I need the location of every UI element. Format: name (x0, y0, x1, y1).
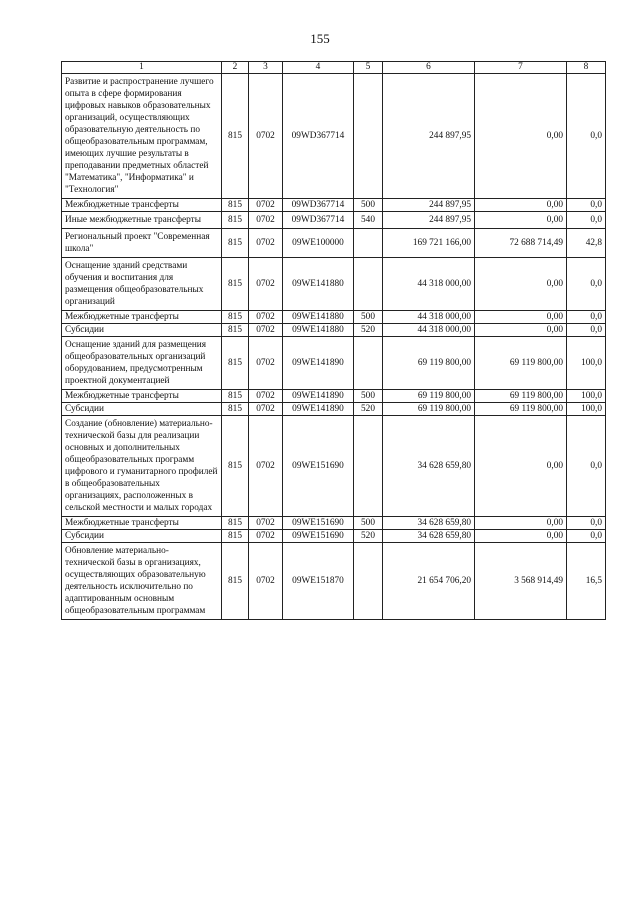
row-section: 0702 (249, 311, 283, 324)
row-type: 500 (354, 199, 383, 212)
row-percent: 0,0 (567, 212, 606, 229)
row-name: Субсидии (62, 530, 222, 543)
row-fact: 0,00 (475, 199, 567, 212)
row-percent: 0,0 (567, 324, 606, 337)
row-name: Межбюджетные трансферты (62, 311, 222, 324)
row-percent: 100,0 (567, 403, 606, 416)
row-fact: 0,00 (475, 74, 567, 199)
col-header-3: 3 (249, 62, 283, 74)
row-grbs: 815 (222, 517, 249, 530)
row-plan: 34 628 659,80 (383, 517, 475, 530)
row-grbs: 815 (222, 229, 249, 258)
row-name: Обновление материально-технической базы в организациях, осуществляющих образовательную деятельность исключительно по адаптированным основным общеобразовательным программам (62, 543, 222, 620)
col-header-1: 1 (62, 62, 222, 74)
row-percent: 0,0 (567, 416, 606, 517)
row-plan: 44 318 000,00 (383, 258, 475, 311)
row-fact: 0,00 (475, 324, 567, 337)
row-plan: 44 318 000,00 (383, 324, 475, 337)
table-row (62, 530, 606, 543)
row-name: Межбюджетные трансферты (62, 517, 222, 530)
col-header-6: 6 (383, 62, 475, 74)
page-number: 155 (310, 31, 330, 46)
row-grbs: 815 (222, 311, 249, 324)
row-percent: 100,0 (567, 337, 606, 390)
row-plan: 244 897,95 (383, 212, 475, 229)
row-fact: 0,00 (475, 416, 567, 517)
row-plan: 69 119 800,00 (383, 390, 475, 403)
table-row (62, 403, 606, 416)
table-row (62, 199, 606, 212)
row-fact: 0,00 (475, 212, 567, 229)
col-header-2: 2 (222, 62, 249, 74)
row-fact: 0,00 (475, 530, 567, 543)
row-name: Оснащение зданий средствами обучения и воспитания для размещения общеобразовательных организаций (62, 258, 222, 311)
row-target: 09WE141880 (283, 324, 354, 337)
row-type (354, 74, 383, 199)
row-section: 0702 (249, 324, 283, 337)
row-percent: 0,0 (567, 517, 606, 530)
row-percent: 0,0 (567, 74, 606, 199)
row-fact: 69 119 800,00 (475, 337, 567, 390)
row-grbs: 815 (222, 74, 249, 199)
row-percent: 0,0 (567, 530, 606, 543)
row-grbs: 815 (222, 324, 249, 337)
row-grbs: 815 (222, 543, 249, 620)
row-section: 0702 (249, 199, 283, 212)
row-section: 0702 (249, 416, 283, 517)
table-row (62, 74, 606, 199)
row-type: 520 (354, 324, 383, 337)
row-grbs: 815 (222, 199, 249, 212)
col-header-5: 5 (354, 62, 383, 74)
row-section: 0702 (249, 258, 283, 311)
row-target: 09WE151690 (283, 416, 354, 517)
row-section: 0702 (249, 212, 283, 229)
row-name: Субсидии (62, 324, 222, 337)
row-percent: 100,0 (567, 390, 606, 403)
row-target: 09WE141880 (283, 258, 354, 311)
row-name: Межбюджетные трансферты (62, 199, 222, 212)
row-target: 09WE151690 (283, 530, 354, 543)
row-name: Межбюджетные трансферты (62, 390, 222, 403)
row-target: 09WE151870 (283, 543, 354, 620)
row-type (354, 543, 383, 620)
row-target: 09WD367714 (283, 74, 354, 199)
row-section: 0702 (249, 517, 283, 530)
row-plan: 244 897,95 (383, 199, 475, 212)
row-plan: 44 318 000,00 (383, 311, 475, 324)
row-target: 09WE141880 (283, 311, 354, 324)
table-row (62, 324, 606, 337)
row-section: 0702 (249, 337, 283, 390)
row-type (354, 258, 383, 311)
row-target: 09WE151690 (283, 517, 354, 530)
row-plan: 21 654 706,20 (383, 543, 475, 620)
budget-table (61, 61, 606, 620)
row-percent: 42,8 (567, 229, 606, 258)
row-name: Субсидии (62, 403, 222, 416)
row-target: 09WD367714 (283, 199, 354, 212)
row-name: Иные межбюджетные трансферты (62, 212, 222, 229)
row-grbs: 815 (222, 212, 249, 229)
row-fact: 3 568 914,49 (475, 543, 567, 620)
row-grbs: 815 (222, 530, 249, 543)
row-fact: 0,00 (475, 311, 567, 324)
row-target: 09WE141890 (283, 390, 354, 403)
row-type: 540 (354, 212, 383, 229)
row-percent: 0,0 (567, 258, 606, 311)
row-type (354, 229, 383, 258)
row-fact: 0,00 (475, 258, 567, 311)
row-type: 500 (354, 390, 383, 403)
row-name: Региональный проект "Современная школа" (62, 229, 222, 258)
row-plan: 34 628 659,80 (383, 530, 475, 543)
row-name: Оснащение зданий для размещения общеобразовательных организаций оборудованием, предусмотренным проектной документацией (62, 337, 222, 390)
row-section: 0702 (249, 403, 283, 416)
row-target: 09WE100000 (283, 229, 354, 258)
col-header-8: 8 (567, 62, 606, 74)
row-target: 09WE141890 (283, 337, 354, 390)
table-row (62, 337, 606, 390)
row-percent: 0,0 (567, 199, 606, 212)
row-grbs: 815 (222, 403, 249, 416)
table-row (62, 390, 606, 403)
row-grbs: 815 (222, 258, 249, 311)
row-section: 0702 (249, 390, 283, 403)
row-type (354, 337, 383, 390)
table-row (62, 258, 606, 311)
row-grbs: 815 (222, 416, 249, 517)
table-row (62, 229, 606, 258)
row-percent: 0,0 (567, 311, 606, 324)
row-target: 09WE141890 (283, 403, 354, 416)
row-plan: 69 119 800,00 (383, 337, 475, 390)
row-grbs: 815 (222, 390, 249, 403)
row-plan: 34 628 659,80 (383, 416, 475, 517)
row-section: 0702 (249, 229, 283, 258)
table-row (62, 212, 606, 229)
row-name: Развитие и распространение лучшего опыта в сфере формирования цифровых навыков образовательных организаций, осуществляющих образовательную деятельность по общеобразовательным программам, имеющих лучшие результаты в преподавании предметных областей "Математика", "Информатика" и "Технология" (62, 74, 222, 199)
row-type: 520 (354, 403, 383, 416)
table-row (62, 416, 606, 517)
table-row (62, 311, 606, 324)
row-fact: 0,00 (475, 517, 567, 530)
row-type: 500 (354, 517, 383, 530)
col-header-4: 4 (283, 62, 354, 74)
row-name: Создание (обновление) материально-технической базы для реализации основных и дополнительных общеобразовательных программ цифрового и гуманитарного профилей в общеобразовательных организациях, расположенных в сельской местности и малых городах (62, 416, 222, 517)
col-header-7: 7 (475, 62, 567, 74)
row-fact: 69 119 800,00 (475, 390, 567, 403)
row-plan: 244 897,95 (383, 74, 475, 199)
table-row (62, 543, 606, 620)
row-section: 0702 (249, 530, 283, 543)
row-percent: 16,5 (567, 543, 606, 620)
row-section: 0702 (249, 74, 283, 199)
row-plan: 169 721 166,00 (383, 229, 475, 258)
row-grbs: 815 (222, 337, 249, 390)
row-plan: 69 119 800,00 (383, 403, 475, 416)
row-fact: 69 119 800,00 (475, 403, 567, 416)
column-number-row (62, 62, 606, 74)
row-section: 0702 (249, 543, 283, 620)
row-target: 09WD367714 (283, 212, 354, 229)
row-type: 500 (354, 311, 383, 324)
row-type (354, 416, 383, 517)
row-type: 520 (354, 530, 383, 543)
table-row (62, 517, 606, 530)
row-fact: 72 688 714,49 (475, 229, 567, 258)
